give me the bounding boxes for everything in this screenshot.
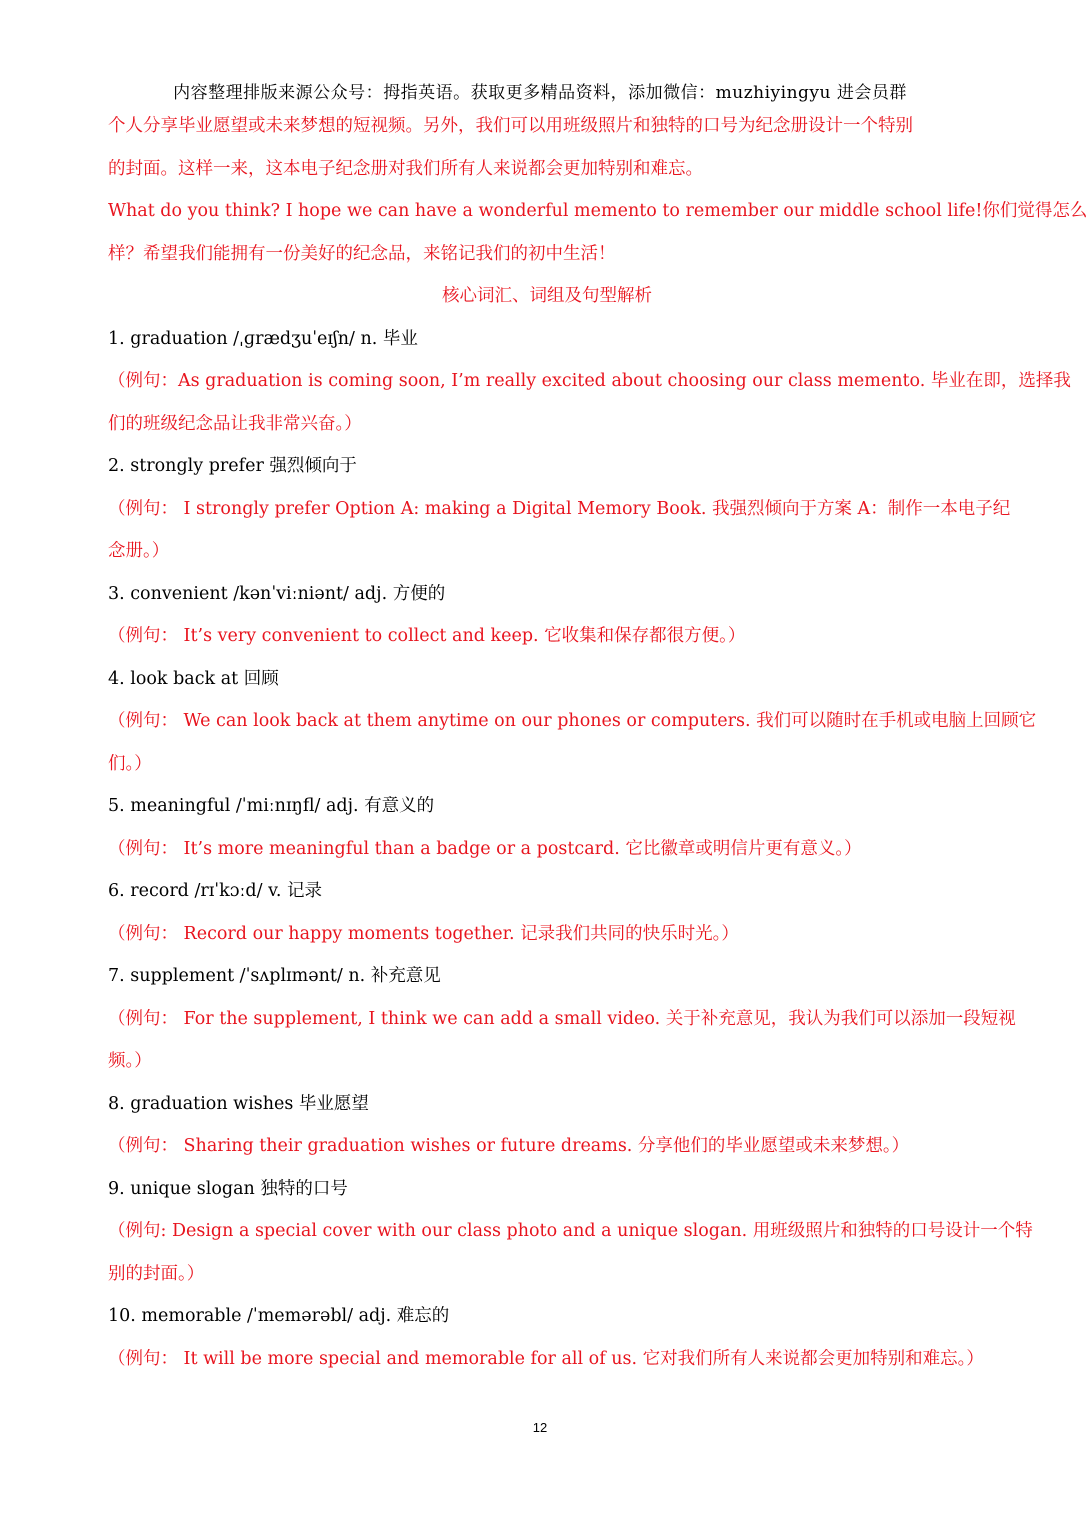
vocab-example: （例句： For the supplement, I think we can add a small video. 关于补充意见，我认为我们可以添加一段短视 [108, 1008, 1016, 1029]
vocab-term: 7. supplement /ˈsʌplɪmənt/ n. 补充意见 [108, 966, 441, 986]
page-content [108, 105, 1087, 1380]
vocab-example: （例句： Record our happy moments together. 记录我们共同的快乐时光。） [108, 923, 739, 944]
page-header: 内容整理排版来源公众号：拇指英语。获取更多精品资料，添加微信：muzhiyingyu 进会员群 [173, 83, 907, 103]
intro-line: 个人分享毕业愿望或未来梦想的短视频。另外，我们可以用班级照片和独特的口号为纪念册设计一个特别 [108, 116, 913, 136]
vocab-term: 8. graduation wishes 毕业愿望 [108, 1093, 369, 1114]
vocab-term: 9. unique slogan 独特的口号 [108, 1178, 348, 1199]
vocab-term: 2. strongly prefer 强烈倾向于 [108, 456, 357, 476]
vocab-term: 1. graduation /ˌɡrædʒuˈeɪʃn/ n. 毕业 [108, 328, 418, 349]
vocab-example: 别的封面。） [108, 1263, 205, 1284]
vocab-example: （例句： We can look back at them anytime on our phones or computers. 我们可以随时在手机或电脑上回顾它 [108, 711, 1037, 731]
vocab-example: （例句： I strongly prefer Option A: making a Digital Memory Book. 我强烈倾向于方案 A：制作一本电子纪 [108, 498, 1011, 519]
vocab-example: （例句： It’s very convenient to collect and keep. 它收集和保存都很方便。） [108, 626, 746, 646]
vocab-example: （例句： Sharing their graduation wishes or future dreams. 分享他们的毕业愿望或未来梦想。） [108, 1136, 910, 1156]
vocab-term: 3. convenient /kənˈviːniənt/ adj. 方便的 [108, 583, 446, 604]
vocab-term: 5. meaningful /ˈmiːnɪŋfl/ adj. 有意义的 [108, 796, 435, 816]
section-title: 核心词汇、词组及句型解析 [442, 286, 652, 306]
vocab-example: （例句： It’s more meaningful than a badge or a postcard. 它比徽章或明信片更有意义。） [108, 838, 862, 859]
vocab-term: 6. record /rɪˈkɔːd/ v. 记录 [108, 881, 323, 901]
vocab-example: 频。） [108, 1051, 152, 1071]
intro-line: 的封面。这样一来，这本电子纪念册对我们所有人来说都会更加特别和难忘。 [108, 158, 703, 179]
intro-line: 样？希望我们能拥有一份美好的纪念品，来铭记我们的初中生活！ [108, 243, 616, 264]
vocab-term: 4. look back at 回顾 [108, 668, 279, 689]
vocab-example: 们的班级纪念品让我非常兴奋。） [108, 413, 362, 434]
vocab-example: 们。） [108, 753, 152, 774]
vocab-term: 10. memorable /ˈmemərəbl/ adj. 难忘的 [108, 1306, 450, 1326]
vocab-example: （例句： It will be more special and memorable for all of us. 它对我们所有人来说都会更加特别和难忘。） [108, 1348, 984, 1369]
intro-line: What do you think? I hope we can have a wonderful memento to remember our middle school life!你们觉得怎么 [108, 201, 1087, 221]
vocab-example: 念册。） [108, 541, 170, 561]
vocab-example: （例句: Design a special cover with our class photo and a unique slogan. 用班级照片和独特的口号设计一个特 [108, 1221, 1033, 1241]
page-number: 12 [532, 1420, 548, 1435]
vocab-example: （例句：As graduation is coming soon, I’m really excited about choosing our class memento. 毕业在即，选择我 [108, 371, 1071, 391]
